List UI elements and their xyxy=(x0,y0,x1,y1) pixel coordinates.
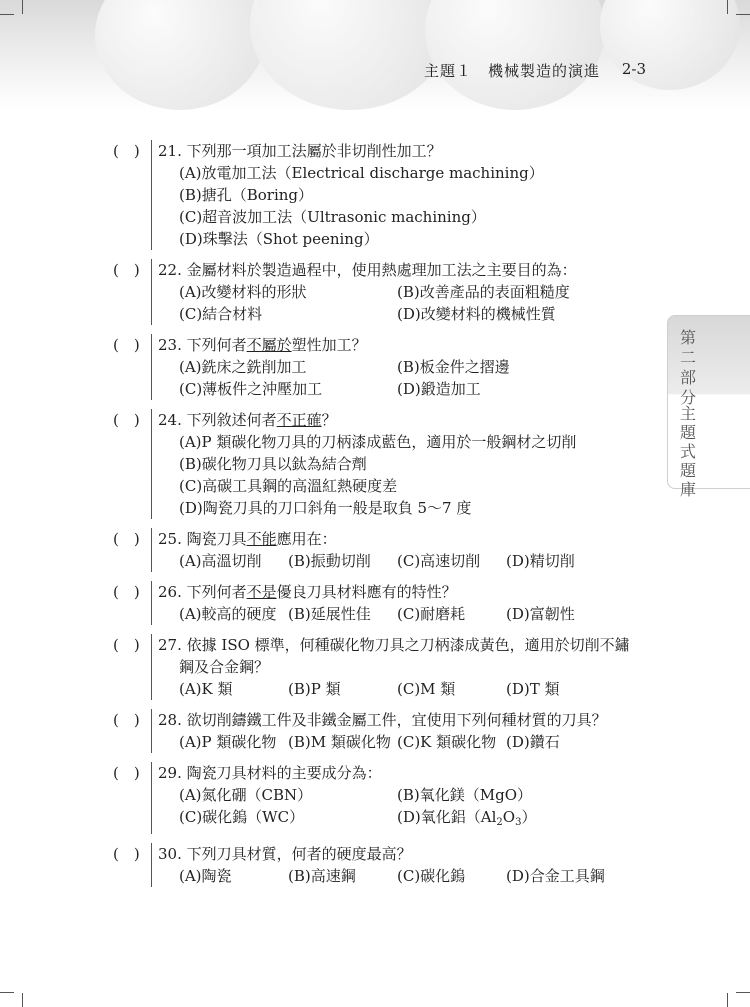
option: (B)高速鋼 xyxy=(288,867,356,885)
side-tab-part xyxy=(668,328,708,408)
option: (C)碳化鎢（WC） xyxy=(179,808,305,826)
option-row xyxy=(179,678,653,700)
header-decoration xyxy=(250,0,450,110)
option: (A)K 類 xyxy=(179,680,233,698)
option: (B)P 類 xyxy=(288,680,341,698)
crop-mark xyxy=(736,14,750,15)
option: (D)陶瓷刀具的刀口斜角一般是取負 5～7 度 xyxy=(179,499,472,517)
option-row xyxy=(179,603,653,625)
option-list xyxy=(158,865,653,887)
option: (D)鍛造加工 xyxy=(397,380,481,398)
option-row xyxy=(179,731,653,753)
option: (B)碳化物刀具以鈦為結合劑 xyxy=(179,455,367,473)
stem-text: 應用在： xyxy=(276,530,337,548)
header-decoration xyxy=(425,0,605,110)
option-list xyxy=(158,356,653,400)
stem-underlined: 不屬於 xyxy=(246,336,292,354)
side-tab-topic xyxy=(668,404,708,499)
question-stem: 28. 欲切削鑄鐵工件及非鐵金屬工件，宜使用下列何種材質的刀具？ xyxy=(158,711,607,729)
question-body xyxy=(151,140,653,250)
answer-blank[interactable]: ( ) xyxy=(113,764,140,782)
option-list xyxy=(158,731,653,753)
question-item xyxy=(113,843,653,887)
question-stem xyxy=(158,409,653,431)
option: (A)陶瓷 xyxy=(179,867,232,885)
question-stem: 30. 下列刀具材質，何者的硬度最高？ xyxy=(158,845,412,863)
option: (D)鑽石 xyxy=(506,733,560,751)
page-number: 2-3 xyxy=(621,60,646,78)
option-list xyxy=(158,281,653,325)
option: (B)延展性佳 xyxy=(288,605,371,623)
option: (D)富韌性 xyxy=(506,605,575,623)
question-stem xyxy=(158,528,653,550)
question-body xyxy=(151,843,653,887)
option: (B)搪孔（Boring） xyxy=(179,186,314,204)
option: (C)碳化鎢 xyxy=(397,867,466,885)
question-body xyxy=(151,409,653,519)
option-formula xyxy=(397,806,536,834)
option-list xyxy=(158,678,653,700)
answer-blank[interactable]: ( ) xyxy=(113,261,140,279)
formula-text: (D)氧化鋁（Al xyxy=(397,808,497,826)
side-tab-topic-text: 主題式題庫 xyxy=(679,404,696,499)
option: (C)高速切削 xyxy=(397,552,481,570)
option: (C)K 類碳化物 xyxy=(397,733,497,751)
option: (C)高碳工具鋼的高溫紅熱硬度差 xyxy=(179,477,398,495)
option: (D)合金工具鋼 xyxy=(506,867,605,885)
stem-text: 26. 下列何者 xyxy=(158,583,247,601)
crop-mark xyxy=(0,14,14,15)
option: (D)改變材料的機械性質 xyxy=(397,305,556,323)
page-header-band xyxy=(0,0,750,110)
header-decoration xyxy=(95,0,265,110)
crop-mark xyxy=(22,993,23,1007)
option-row xyxy=(179,550,653,572)
stem-underlined: 不正確 xyxy=(276,411,322,429)
option-row xyxy=(179,378,653,400)
stem-text: ？ xyxy=(321,411,337,429)
option-list xyxy=(158,603,653,625)
option-list xyxy=(158,550,653,572)
option: (C)薄板件之沖壓加工 xyxy=(179,380,323,398)
question-body xyxy=(151,709,653,753)
formula-subscript: 3 xyxy=(515,817,522,828)
side-tab-part-text: 第二部分 xyxy=(679,328,696,407)
question-stem: 21. 下列那一項加工法屬於非切削性加工？ xyxy=(158,142,442,160)
question-item xyxy=(113,140,653,250)
question-stem xyxy=(158,334,653,356)
option: (B)振動切削 xyxy=(288,552,371,570)
option-row xyxy=(179,865,653,887)
stem-text: 25. 陶瓷刀具 xyxy=(158,530,247,548)
question-stem: 27. 依據 ISO 標準，何種碳化物刀具之刀柄漆成黃色，適用於切削不鏽 xyxy=(158,636,630,654)
formula-subscript: 2 xyxy=(496,817,503,828)
option-list xyxy=(158,431,653,519)
option: (A)銑床之銑削加工 xyxy=(179,358,307,376)
answer-blank[interactable]: ( ) xyxy=(113,142,140,160)
option: (A)改變材料的形狀 xyxy=(179,283,307,301)
option: (A)較高的硬度 xyxy=(179,605,277,623)
option: (A)放電加工法（Electrical discharge machining） xyxy=(179,164,544,182)
option-row xyxy=(179,806,653,834)
crop-mark xyxy=(727,0,728,14)
option: (B)氧化鎂（MgO） xyxy=(397,786,532,804)
option: (A)P 類碳化物 xyxy=(179,733,277,751)
option-list xyxy=(158,162,653,250)
question-stem: 22. 金屬材料於製造過程中，使用熱處理加工法之主要目的為： xyxy=(158,261,577,279)
answer-blank[interactable]: ( ) xyxy=(113,411,140,429)
answer-blank[interactable]: ( ) xyxy=(113,845,140,863)
question-stem xyxy=(158,581,653,603)
option: (D)精切削 xyxy=(506,552,575,570)
stem-text: 優良刀具材料應有的特性？ xyxy=(276,583,457,601)
question-body xyxy=(151,581,653,625)
option: (D)T 類 xyxy=(506,680,560,698)
stem-text: 23. 下列何者 xyxy=(158,336,247,354)
answer-blank[interactable]: ( ) xyxy=(113,336,140,354)
question-item xyxy=(113,581,653,625)
question-item xyxy=(113,409,653,519)
question-item xyxy=(113,762,653,834)
option-row xyxy=(179,281,653,303)
option: (A)高溫切削 xyxy=(179,552,262,570)
option-row xyxy=(179,303,653,325)
question-stem-continued: 鋼及合金鋼？ xyxy=(179,658,270,676)
crop-mark xyxy=(727,993,728,1007)
formula-text: O xyxy=(502,808,516,826)
crop-mark xyxy=(0,992,14,993)
question-body xyxy=(151,762,653,834)
option: (C)超音波加工法（Ultrasonic machining） xyxy=(179,208,486,226)
stem-text: 24. 下列敘述何者 xyxy=(158,411,277,429)
option-list xyxy=(158,784,653,834)
question-item xyxy=(113,334,653,400)
option: (A)P 類碳化物刀具的刀柄漆成藍色，適用於一般鋼材之切削 xyxy=(179,433,577,451)
option-row xyxy=(179,356,653,378)
question-body xyxy=(151,634,653,700)
option: (B)板金件之摺邊 xyxy=(397,358,510,376)
option: (C)結合材料 xyxy=(179,305,263,323)
option: (A)氮化硼（CBN） xyxy=(179,786,313,804)
stem-underlined: 不能 xyxy=(246,530,277,548)
answer-blank[interactable]: ( ) xyxy=(113,636,140,654)
option: (C)M 類 xyxy=(397,680,456,698)
question-item xyxy=(113,634,653,700)
question-list xyxy=(113,140,653,896)
question-body xyxy=(151,334,653,400)
stem-text: 塑性加工？ xyxy=(291,336,367,354)
question-stem: 29. 陶瓷刀具材料的主要成分為： xyxy=(158,764,382,782)
stem-underlined: 不是 xyxy=(246,583,277,601)
question-item xyxy=(113,528,653,572)
section-side-tab xyxy=(667,315,750,499)
answer-blank[interactable]: ( ) xyxy=(113,711,140,729)
option-row xyxy=(179,784,653,806)
crop-mark xyxy=(22,0,23,14)
question-body xyxy=(151,528,653,572)
crop-mark xyxy=(736,992,750,993)
answer-blank[interactable]: ( ) xyxy=(113,583,140,601)
answer-blank[interactable]: ( ) xyxy=(113,530,140,548)
option: (C)耐磨耗 xyxy=(397,605,466,623)
formula-text: ） xyxy=(521,808,537,826)
question-body xyxy=(151,259,653,325)
option: (B)M 類碳化物 xyxy=(288,733,391,751)
option: (B)改善產品的表面粗糙度 xyxy=(397,283,570,301)
question-item xyxy=(113,259,653,325)
question-item xyxy=(113,709,653,753)
option: (D)珠擊法（Shot peening） xyxy=(179,230,379,248)
chapter-title: 主題１ 機械製造的演進 xyxy=(423,62,600,80)
